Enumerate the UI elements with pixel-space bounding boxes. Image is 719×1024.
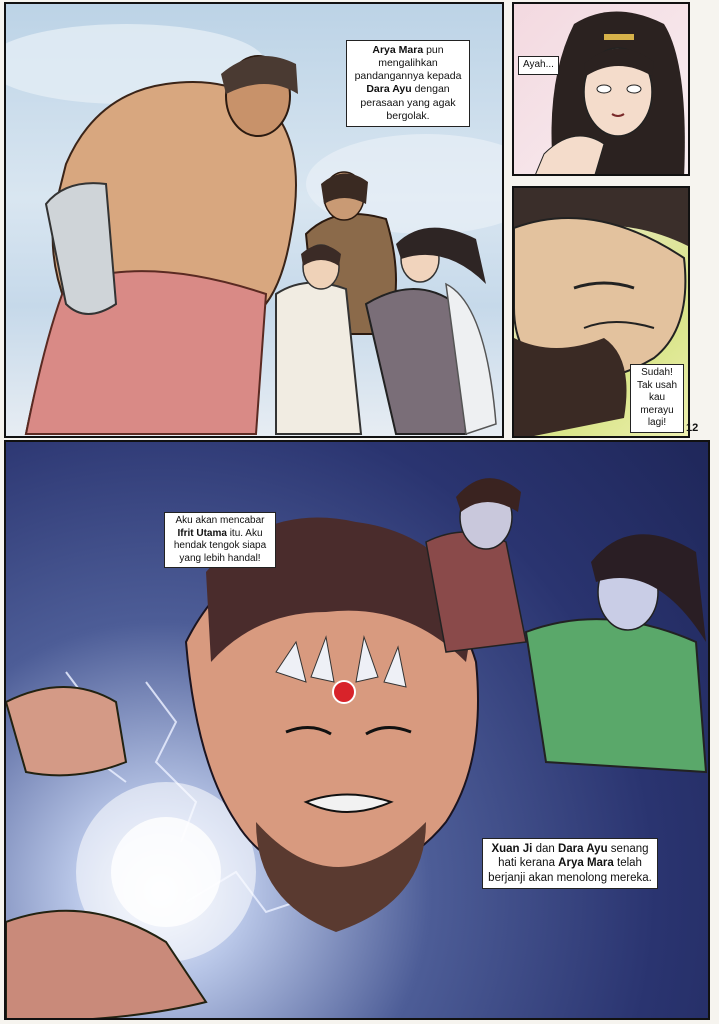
panel-4-artwork [6, 442, 710, 1020]
speech-sudah-line-4: merayu [640, 404, 674, 416]
panel-sudah [512, 186, 690, 438]
speech-challenge-text-1: Aku akan mencabar [175, 515, 265, 526]
panel-ayah [512, 2, 690, 176]
speech-challenge-name: Ifrit Utama [177, 527, 227, 539]
page-number: 12 [686, 422, 699, 434]
panel-arya-mara [4, 2, 504, 438]
speech-sudah-line-1: Sudah! [641, 367, 673, 378]
caption-2-text-2: senang hati kerana [498, 843, 649, 870]
speech-challenge-text-2: itu. Aku hendak tengok siapa yang lebih handal! [173, 527, 267, 564]
caption-2-text-1: dan [535, 843, 558, 855]
speech-ayah-text: Ayah... [523, 59, 554, 70]
caption-2-name-1: Xuan Ji [491, 843, 533, 855]
caption-2-name-3: Arya Mara [558, 857, 614, 870]
caption-1-name-2: Dara Ayu [366, 83, 412, 96]
narration-caption-2 [482, 838, 658, 889]
speech-bubble-ayah [518, 56, 559, 75]
caption-2-name-2: Dara Ayu [557, 843, 608, 855]
speech-sudah-line-3: kau [648, 392, 666, 403]
speech-bubble-sudah [630, 364, 684, 433]
speech-bubble-challenge [164, 512, 276, 568]
caption-2-text-3: telah berjanji akan menolong mereka. [488, 857, 652, 884]
caption-1-name-1: Arya Mara [372, 44, 424, 56]
xuan-ji-figure-2 [426, 478, 526, 652]
speech-sudah-line-5: lagi! [647, 417, 667, 428]
speech-sudah-line-2: Tak usah [636, 379, 678, 391]
arya-mara-figure [26, 56, 298, 434]
caption-1-text-1: pun mengalihkan pandangannya kepada [354, 44, 462, 83]
panel-2-artwork [514, 4, 690, 176]
caption-1-text-2: dengan perasaan yang agak bergolak. [360, 83, 456, 122]
narration-caption-1 [346, 40, 470, 127]
dara-ayu-figure-2 [526, 534, 706, 772]
panel-energy-blast [4, 440, 710, 1020]
